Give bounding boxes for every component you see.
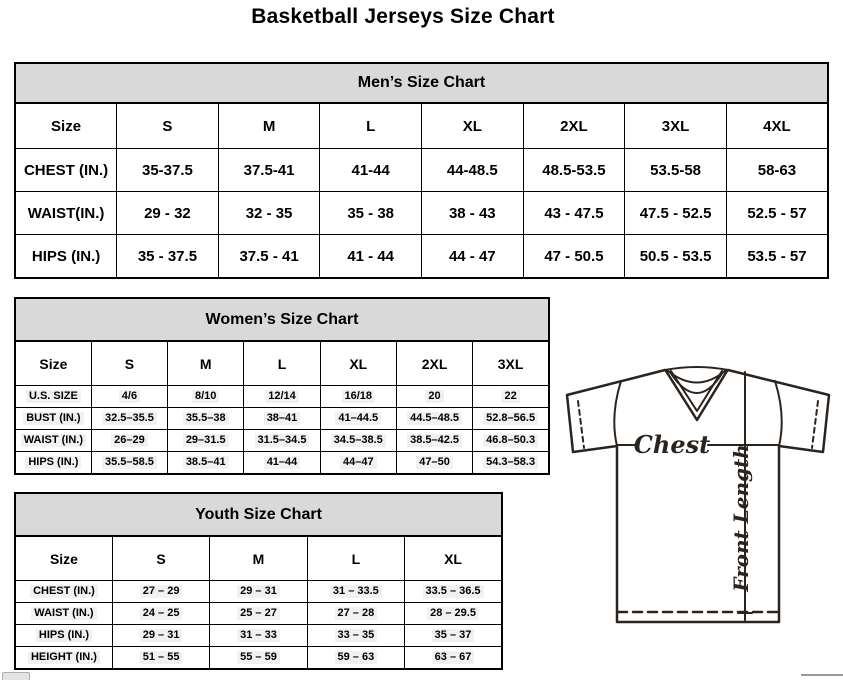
column-header: XL xyxy=(422,103,524,149)
row-label-text: CHEST (IN.) xyxy=(30,585,98,599)
table-cell xyxy=(218,192,320,235)
table-header-row xyxy=(15,341,549,386)
cell-value: 41–44 xyxy=(264,456,301,470)
table-cell xyxy=(91,386,167,408)
cell-value: 28 – 29.5 xyxy=(427,607,479,621)
table-cell xyxy=(218,149,320,192)
table-cell xyxy=(625,192,727,235)
column-header: M xyxy=(210,536,307,581)
cell-value: 47–50 xyxy=(416,456,453,470)
cell-value: 59 – 63 xyxy=(335,651,378,665)
column-header: S xyxy=(91,341,167,386)
cell-value: 44-48.5 xyxy=(446,161,498,179)
cell-value: 22 xyxy=(501,390,519,404)
row-label xyxy=(15,452,91,475)
cell-value: 33 – 35 xyxy=(335,629,378,643)
table-cell xyxy=(422,235,524,279)
table-cell xyxy=(112,647,209,670)
table-cell xyxy=(523,192,625,235)
cell-value: 35-37.5 xyxy=(142,161,193,179)
cell-value: 50.5 - 53.5 xyxy=(639,247,712,265)
row-label xyxy=(15,430,91,452)
table-row xyxy=(15,386,549,408)
table-cell xyxy=(320,149,422,192)
table-title-row xyxy=(15,63,828,103)
cell-value: 48.5-53.5 xyxy=(542,161,606,179)
table-row xyxy=(15,408,549,430)
left-armhole-seam xyxy=(614,381,621,446)
youth-size-table xyxy=(14,492,503,670)
column-header: S xyxy=(112,536,209,581)
column-header: 2XL xyxy=(396,341,472,386)
table-cell xyxy=(210,603,307,625)
row-label xyxy=(15,192,117,235)
table-cell xyxy=(726,235,828,279)
cell-value: 31.5–34.5 xyxy=(255,434,310,448)
column-header: M xyxy=(218,103,320,149)
table-row xyxy=(15,603,502,625)
cell-value: 29 – 31 xyxy=(140,629,183,643)
column-header: XL xyxy=(320,341,396,386)
column-header: L xyxy=(244,341,320,386)
row-label xyxy=(15,647,112,670)
table-cell xyxy=(320,408,396,430)
table-title: Women’s Size Chart xyxy=(15,298,549,341)
cell-value: 35 - 37.5 xyxy=(137,247,198,265)
table-cell xyxy=(307,647,404,670)
table-row xyxy=(15,430,549,452)
table-cell xyxy=(210,581,307,603)
table-cell xyxy=(405,625,502,647)
cell-value: 16/18 xyxy=(342,390,376,404)
cell-value: 38.5–41 xyxy=(183,456,229,470)
table-cell xyxy=(422,149,524,192)
table-cell xyxy=(396,452,472,475)
column-header: S xyxy=(117,103,219,149)
cell-value: 58-63 xyxy=(757,161,797,179)
table-title: Youth Size Chart xyxy=(15,493,502,536)
table-cell xyxy=(726,192,828,235)
cell-value: 38.5–42.5 xyxy=(407,434,462,448)
table-cell xyxy=(523,235,625,279)
cell-value: 47 - 50.5 xyxy=(544,247,604,265)
table-cell xyxy=(473,430,549,452)
column-header: 2XL xyxy=(523,103,625,149)
cell-value: 53.5 - 57 xyxy=(747,247,807,265)
table-cell xyxy=(307,603,404,625)
jersey-diagram xyxy=(558,358,838,643)
table-cell xyxy=(168,452,244,475)
table-cell xyxy=(405,603,502,625)
row-label-text: HIPS (IN.) xyxy=(25,456,81,470)
column-header: 4XL xyxy=(726,103,828,149)
table-cell xyxy=(210,647,307,670)
table-cell xyxy=(244,452,320,475)
column-header: M xyxy=(168,341,244,386)
table-cell xyxy=(244,386,320,408)
right-armhole-seam xyxy=(775,381,782,446)
column-header: Size xyxy=(15,103,117,149)
row-label-text: BUST (IN.) xyxy=(23,412,83,426)
chest-label: Chest xyxy=(633,430,711,459)
table-cell xyxy=(396,386,472,408)
table-cell xyxy=(320,235,422,279)
cell-value: 4/6 xyxy=(119,390,140,404)
table-cell xyxy=(218,235,320,279)
page-title: Basketball Jerseys Size Chart xyxy=(251,5,555,28)
cell-value: 31 – 33 xyxy=(237,629,280,643)
table-row xyxy=(15,625,502,647)
cell-value: 33.5 – 36.5 xyxy=(423,585,484,599)
row-label xyxy=(15,625,112,647)
table-cell xyxy=(210,625,307,647)
table-cell xyxy=(473,386,549,408)
row-label-text: HIPS (IN.) xyxy=(31,247,101,265)
cell-value: 27 – 29 xyxy=(140,585,183,599)
front-length-label: Front Length xyxy=(729,444,753,592)
table-cell xyxy=(91,408,167,430)
cell-value: 41 - 44 xyxy=(347,247,395,265)
row-label xyxy=(15,386,91,408)
table-cell xyxy=(112,581,209,603)
cell-value: 53.5-58 xyxy=(650,161,701,179)
table-cell xyxy=(405,647,502,670)
cell-value: 8/10 xyxy=(192,390,219,404)
cell-value: 31 – 33.5 xyxy=(330,585,382,599)
column-header: XL xyxy=(405,536,502,581)
cell-value: 27 – 28 xyxy=(335,607,378,621)
table-header-row xyxy=(15,536,502,581)
table-cell xyxy=(523,149,625,192)
row-label-text: WAIST(IN.) xyxy=(27,204,105,222)
womens-size-table xyxy=(14,297,550,475)
cell-value: 20 xyxy=(425,390,443,404)
cell-value: 41–44.5 xyxy=(335,412,381,426)
table-cell xyxy=(112,603,209,625)
column-header: Size xyxy=(15,536,112,581)
cell-value: 38 - 43 xyxy=(448,204,496,222)
cell-value: 47.5 - 52.5 xyxy=(639,204,712,222)
table-cell xyxy=(307,581,404,603)
cell-value: 24 – 25 xyxy=(140,607,183,621)
table-cell xyxy=(117,192,219,235)
table-cell xyxy=(112,625,209,647)
table-cell xyxy=(91,430,167,452)
cell-value: 26–29 xyxy=(111,434,148,448)
row-label-text: WAIST (IN.) xyxy=(21,434,86,448)
table-row xyxy=(15,192,828,235)
row-label-text: CHEST (IN.) xyxy=(23,161,109,179)
cell-value: 38–41 xyxy=(264,412,301,426)
table-cell xyxy=(91,452,167,475)
table-cell xyxy=(625,149,727,192)
left-sleeve-cuff-dashes xyxy=(578,401,584,448)
table-cell xyxy=(473,408,549,430)
cell-value: 25 – 27 xyxy=(237,607,280,621)
table-cell xyxy=(396,430,472,452)
cell-value: 63 – 67 xyxy=(432,651,475,665)
table-cell xyxy=(244,408,320,430)
table-row xyxy=(15,581,502,603)
table-cell xyxy=(168,430,244,452)
column-header: Size xyxy=(15,341,91,386)
row-label-text: WAIST (IN.) xyxy=(31,607,96,621)
cell-value: 35.5–58.5 xyxy=(102,456,157,470)
table-row xyxy=(15,452,549,475)
cell-value: 51 – 55 xyxy=(140,651,183,665)
table-cell xyxy=(320,430,396,452)
table-cell xyxy=(405,581,502,603)
column-header: L xyxy=(307,536,404,581)
table-title-row xyxy=(15,298,549,341)
cell-value: 35.5–38 xyxy=(183,412,229,426)
row-label xyxy=(15,581,112,603)
cell-value: 37.5-41 xyxy=(243,161,295,179)
table-title: Men’s Size Chart xyxy=(15,63,828,103)
cell-value: 12/14 xyxy=(265,390,299,404)
cell-value: 29 - 32 xyxy=(144,204,191,222)
cell-value: 46.8–50.3 xyxy=(483,434,538,448)
table-cell xyxy=(168,408,244,430)
cell-value: 32 - 35 xyxy=(245,204,293,222)
table-header-row xyxy=(15,103,828,149)
table-cell xyxy=(320,192,422,235)
row-label xyxy=(15,603,112,625)
cell-value: 43 - 47.5 xyxy=(544,204,604,222)
cell-value: 44.5–48.5 xyxy=(407,412,462,426)
cell-value: 37.5 - 41 xyxy=(239,247,299,265)
table-cell xyxy=(117,149,219,192)
column-header: 3XL xyxy=(625,103,727,149)
row-label xyxy=(15,149,117,192)
cell-value: 29 – 31 xyxy=(237,585,280,599)
row-label-text: HIPS (IN.) xyxy=(36,629,92,643)
column-header: 3XL xyxy=(473,341,549,386)
row-label xyxy=(15,408,91,430)
cell-value: 34.5–38.5 xyxy=(331,434,386,448)
cell-value: 44 - 47 xyxy=(448,247,496,265)
table-cell xyxy=(307,625,404,647)
table-row xyxy=(15,235,828,279)
cell-value: 35 – 37 xyxy=(432,629,475,643)
cell-value: 44–47 xyxy=(340,456,377,470)
mens-size-table xyxy=(14,62,829,279)
table-cell xyxy=(320,452,396,475)
collar-back-line xyxy=(665,367,728,370)
table-row xyxy=(15,149,828,192)
cell-value: 41-44 xyxy=(351,161,390,179)
table-row xyxy=(15,647,502,670)
table-cell xyxy=(168,386,244,408)
table-cell xyxy=(473,452,549,475)
right-sleeve-cuff-dashes xyxy=(812,401,818,448)
column-header: L xyxy=(320,103,422,149)
cell-value: 29–31.5 xyxy=(183,434,229,448)
row-label-text: U.S. SIZE xyxy=(26,390,81,404)
table-cell xyxy=(422,192,524,235)
cell-value: 52.8–56.5 xyxy=(483,412,538,426)
table-cell xyxy=(117,235,219,279)
row-label-text: HEIGHT (IN.) xyxy=(28,651,100,665)
table-title-row xyxy=(15,493,502,536)
table-cell xyxy=(726,149,828,192)
cell-value: 54.3–58.3 xyxy=(483,456,538,470)
cell-value: 35 - 38 xyxy=(347,204,395,222)
cell-value: 55 – 59 xyxy=(237,651,280,665)
cell-value: 52.5 - 57 xyxy=(747,204,807,222)
scrollbar-track-fragment[interactable] xyxy=(801,674,843,676)
table-cell xyxy=(396,408,472,430)
table-cell xyxy=(625,235,727,279)
table-cell xyxy=(320,386,396,408)
row-label xyxy=(15,235,117,279)
cell-value: 32.5–35.5 xyxy=(102,412,157,426)
table-cell xyxy=(244,430,320,452)
